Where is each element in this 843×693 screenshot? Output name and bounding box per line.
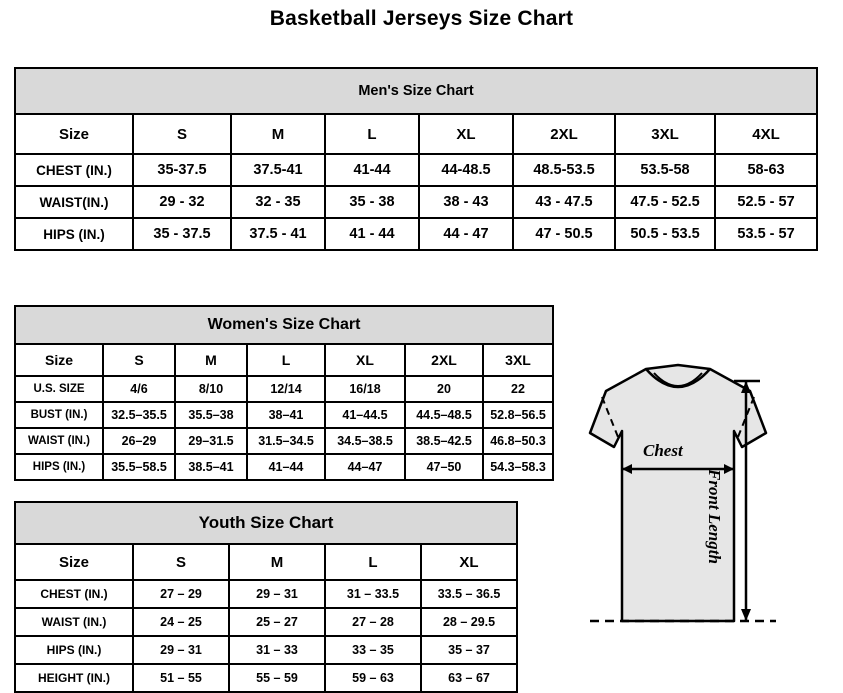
- table-cell: 41-44: [325, 154, 419, 186]
- table-cell: 44 - 47: [419, 218, 513, 250]
- table-cell: 32.5–35.5: [103, 402, 175, 428]
- row-label: WAIST (IN.): [15, 608, 133, 636]
- column-header: S: [133, 544, 229, 580]
- table-cell: 41 - 44: [325, 218, 419, 250]
- table-header-row: [15, 344, 553, 376]
- table-row: [15, 402, 553, 428]
- youth-size-table: [14, 501, 518, 693]
- table-cell: 38 - 43: [419, 186, 513, 218]
- mens-section-heading: Men's Size Chart: [15, 68, 817, 114]
- womens-section-heading: Women's Size Chart: [15, 306, 553, 344]
- table-cell: 29 - 32: [133, 186, 231, 218]
- table-cell: 52.8–56.5: [483, 402, 553, 428]
- row-label: U.S. SIZE: [15, 376, 103, 402]
- table-cell: 47 - 50.5: [513, 218, 615, 250]
- table-cell: 51 – 55: [133, 664, 229, 692]
- table-cell: 12/14: [247, 376, 325, 402]
- table-cell: 25 – 27: [229, 608, 325, 636]
- table-cell: 41–44: [247, 454, 325, 480]
- table-cell: 53.5-58: [615, 154, 715, 186]
- table-cell: 35 - 38: [325, 186, 419, 218]
- row-label: CHEST (IN.): [15, 580, 133, 608]
- column-header: L: [247, 344, 325, 376]
- column-header: 2XL: [405, 344, 483, 376]
- row-label: WAIST (IN.): [15, 428, 103, 454]
- table-header-row: [15, 544, 517, 580]
- row-label: HIPS (IN.): [15, 636, 133, 664]
- table-section-header-row: [15, 68, 817, 114]
- table-cell: 47.5 - 52.5: [615, 186, 715, 218]
- jersey-illustration: [528, 359, 833, 659]
- jersey-outline: [590, 365, 766, 621]
- column-header: 3XL: [483, 344, 553, 376]
- table-cell: 41–44.5: [325, 402, 405, 428]
- row-label: HEIGHT (IN.): [15, 664, 133, 692]
- column-header: 2XL: [513, 114, 615, 154]
- column-header: M: [231, 114, 325, 154]
- table-cell: 34.5–38.5: [325, 428, 405, 454]
- table-cell: 31 – 33.5: [325, 580, 421, 608]
- table-cell: 35 – 37: [421, 636, 517, 664]
- table-cell: 4/6: [103, 376, 175, 402]
- table-cell: 55 – 59: [229, 664, 325, 692]
- table-row: [15, 218, 817, 250]
- table-cell: 22: [483, 376, 553, 402]
- table-cell: 48.5-53.5: [513, 154, 615, 186]
- table-cell: 63 – 67: [421, 664, 517, 692]
- table-cell: 38.5–41: [175, 454, 247, 480]
- mens-size-table: [14, 67, 818, 251]
- womens-size-table: [14, 305, 554, 481]
- column-header: M: [229, 544, 325, 580]
- table-row: [15, 428, 553, 454]
- front-length-arrow-bottom: [741, 609, 751, 621]
- table-cell: 58-63: [715, 154, 817, 186]
- row-label: HIPS (IN.): [15, 218, 133, 250]
- table-row: [15, 636, 517, 664]
- womens-size-chart: [14, 305, 554, 481]
- table-cell: 59 – 63: [325, 664, 421, 692]
- column-header: Size: [15, 344, 103, 376]
- table-section-header-row: [15, 502, 517, 544]
- table-cell: 33 – 35: [325, 636, 421, 664]
- table-cell: 35.5–38: [175, 402, 247, 428]
- table-cell: 44–47: [325, 454, 405, 480]
- youth-section-heading: Youth Size Chart: [15, 502, 517, 544]
- row-label: BUST (IN.): [15, 402, 103, 428]
- table-cell: 46.8–50.3: [483, 428, 553, 454]
- table-row: [15, 454, 553, 480]
- column-header: M: [175, 344, 247, 376]
- table-cell: 44-48.5: [419, 154, 513, 186]
- table-cell: 54.3–58.3: [483, 454, 553, 480]
- table-row: [15, 580, 517, 608]
- table-row: [15, 154, 817, 186]
- table-cell: 35-37.5: [133, 154, 231, 186]
- front-length-label: Front Length: [705, 469, 724, 564]
- column-header: 4XL: [715, 114, 817, 154]
- table-row: [15, 376, 553, 402]
- column-header: S: [103, 344, 175, 376]
- row-label: CHEST (IN.): [15, 154, 133, 186]
- table-cell: 31 – 33: [229, 636, 325, 664]
- table-cell: 29–31.5: [175, 428, 247, 454]
- table-cell: 28 – 29.5: [421, 608, 517, 636]
- table-cell: 44.5–48.5: [405, 402, 483, 428]
- table-cell: 38–41: [247, 402, 325, 428]
- table-cell: 47–50: [405, 454, 483, 480]
- table-cell: 52.5 - 57: [715, 186, 817, 218]
- table-cell: 8/10: [175, 376, 247, 402]
- table-cell: 29 – 31: [229, 580, 325, 608]
- table-cell: 31.5–34.5: [247, 428, 325, 454]
- jersey-measurement-diagram: [528, 359, 833, 669]
- column-header: XL: [325, 344, 405, 376]
- table-cell: 37.5-41: [231, 154, 325, 186]
- table-cell: 53.5 - 57: [715, 218, 817, 250]
- table-cell: 38.5–42.5: [405, 428, 483, 454]
- table-row: [15, 664, 517, 692]
- table-cell: 43 - 47.5: [513, 186, 615, 218]
- page-title: Basketball Jerseys Size Chart: [269, 7, 574, 30]
- table-cell: 29 – 31: [133, 636, 229, 664]
- table-section-header-row: [15, 306, 553, 344]
- row-label: HIPS (IN.): [15, 454, 103, 480]
- column-header: S: [133, 114, 231, 154]
- mens-size-chart: [14, 67, 818, 251]
- table-row: [15, 608, 517, 636]
- table-cell: 24 – 25: [133, 608, 229, 636]
- table-cell: 20: [405, 376, 483, 402]
- column-header: Size: [15, 114, 133, 154]
- table-cell: 26–29: [103, 428, 175, 454]
- table-cell: 50.5 - 53.5: [615, 218, 715, 250]
- column-header: XL: [421, 544, 517, 580]
- youth-size-chart: [14, 501, 518, 693]
- table-cell: 33.5 – 36.5: [421, 580, 517, 608]
- table-row: [15, 186, 817, 218]
- row-label: WAIST(IN.): [15, 186, 133, 218]
- table-cell: 32 - 35: [231, 186, 325, 218]
- table-cell: 27 – 29: [133, 580, 229, 608]
- table-cell: 35.5–58.5: [103, 454, 175, 480]
- table-header-row: [15, 114, 817, 154]
- column-header: L: [325, 544, 421, 580]
- column-header: Size: [15, 544, 133, 580]
- table-cell: 35 - 37.5: [133, 218, 231, 250]
- table-cell: 27 – 28: [325, 608, 421, 636]
- table-cell: 37.5 - 41: [231, 218, 325, 250]
- chest-label: Chest: [643, 441, 683, 460]
- column-header: 3XL: [615, 114, 715, 154]
- column-header: L: [325, 114, 419, 154]
- table-cell: 16/18: [325, 376, 405, 402]
- column-header: XL: [419, 114, 513, 154]
